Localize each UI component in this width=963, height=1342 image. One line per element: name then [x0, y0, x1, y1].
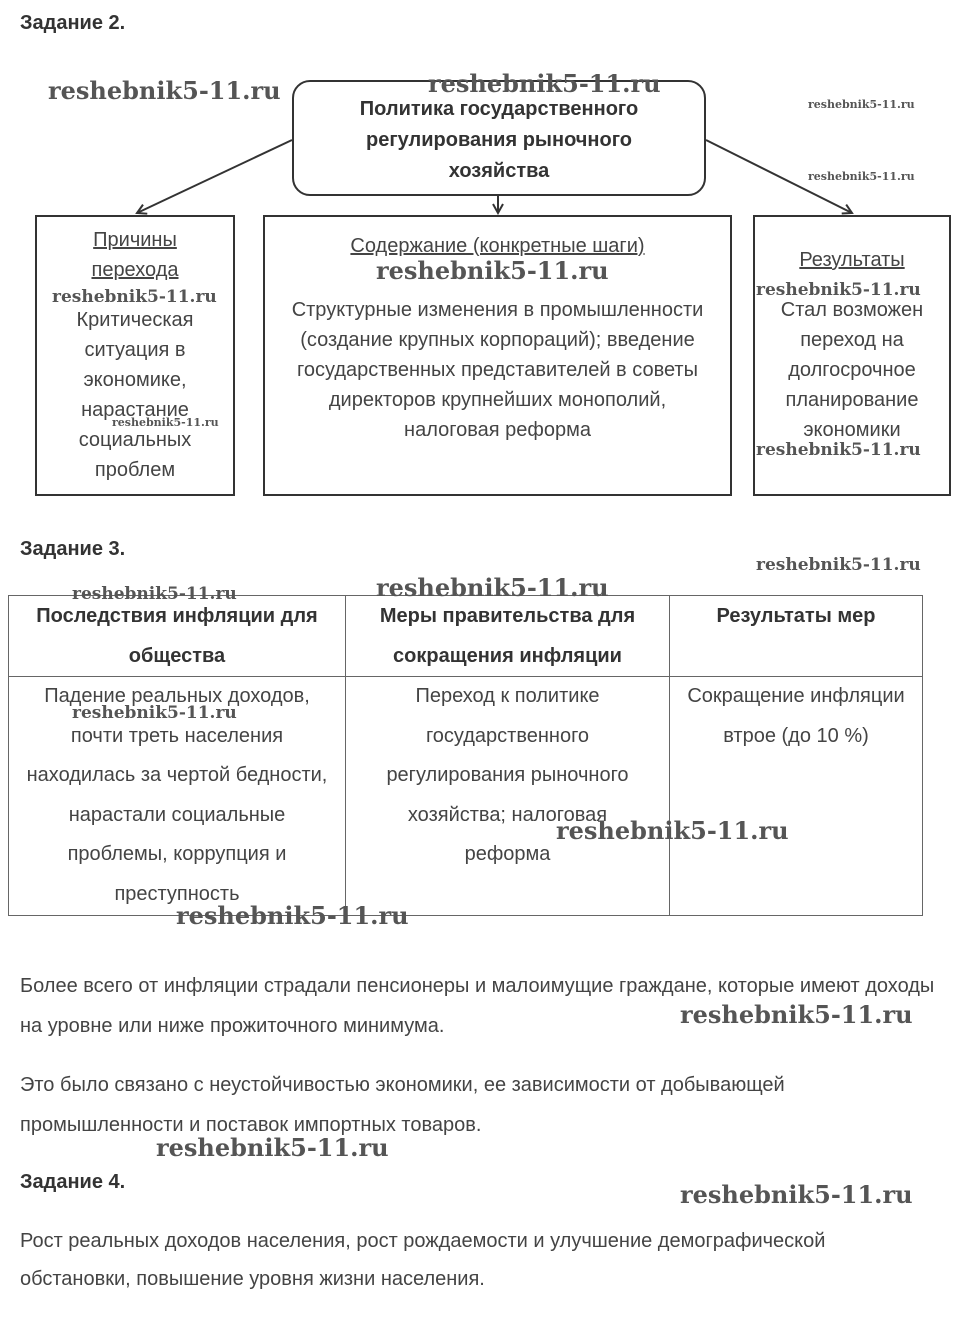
causes-box [35, 215, 235, 496]
arrow-to-causes [137, 140, 292, 213]
root-text: Политика государственного регулирования рыночного хозяйства [359, 98, 639, 182]
watermark: reshebnik5-11.ru [376, 256, 609, 285]
watermark: reshebnik5-11.ru [156, 1133, 389, 1162]
watermark: reshebnik5-11.ru [556, 816, 789, 845]
watermark: reshebnik5-11.ru [756, 280, 921, 300]
results-title: Результаты [799, 249, 905, 271]
watermark: reshebnik5-11.ru [112, 416, 219, 429]
watermark: reshebnik5-11.ru [756, 555, 921, 575]
watermark: reshebnik5-11.ru [680, 1180, 913, 1209]
watermark: reshebnik5-11.ru [72, 584, 237, 604]
task4-text: Рост реальных доходов населения, рост рождаемости и улучшение демографической обстановки, повышение уровня жизни населения. [20, 1230, 826, 1290]
watermark: reshebnik5-11.ru [808, 170, 915, 183]
causes-title: Причины перехода [91, 229, 179, 281]
watermark: reshebnik5-11.ru [680, 1000, 913, 1029]
content-title: Содержание (конкретные шаги) [350, 235, 645, 257]
table-cell: Переход к политике государственного регулирования рыночного хозяйства; налоговая реформа [346, 677, 670, 916]
inflation-table [8, 595, 923, 916]
table-header-cell: Последствия инфляции для общества [9, 596, 346, 677]
watermark: reshebnik5-11.ru [48, 76, 281, 105]
task2-heading: Задание 2. [20, 12, 126, 34]
watermark: reshebnik5-11.ru [176, 901, 409, 930]
watermark: reshebnik5-11.ru [376, 573, 609, 602]
table-header-cell: Меры правительства для сокращения инфляции [346, 596, 670, 677]
task3-paragraph-1: Более всего от инфляции страдали пенсионеры и малоимущие граждане, которые имеют доходы на уровне или ниже прожиточного минимума. [20, 975, 935, 1037]
task3-heading: Задание 3. [20, 538, 126, 560]
table-cell: Сокращение инфляции втрое (до 10 %) [670, 677, 923, 916]
causes-text: Критическая ситуация в экономике, нарастание социальных проблем [76, 309, 194, 481]
table-cell: Падение реальных доходов, почти треть населения находилась за чертой бедности, нарастали социальные проблемы, коррупция и преступность [9, 677, 346, 916]
watermark: reshebnik5-11.ru [52, 287, 217, 307]
table-header-cell: Результаты мер [670, 596, 923, 677]
table-header-row [9, 596, 923, 677]
watermark: reshebnik5-11.ru [428, 69, 661, 98]
task3-paragraph-2: Это было связано с неустойчивостью экономики, ее зависимости от добывающей промышленности и поставок импортных товаров. [20, 1074, 785, 1136]
results-text: Стал возможен переход на долгосрочное планирование экономики [780, 299, 924, 441]
watermark: reshebnik5-11.ru [808, 98, 915, 111]
task4-heading: Задание 4. [20, 1171, 126, 1193]
content-text: Структурные изменения в промышленности (создание крупных корпораций); введение государственных представителей в советы директоров крупнейших монополий, налоговая реформа [291, 299, 704, 441]
watermark: reshebnik5-11.ru [72, 703, 237, 723]
watermark: reshebnik5-11.ru [756, 440, 921, 460]
